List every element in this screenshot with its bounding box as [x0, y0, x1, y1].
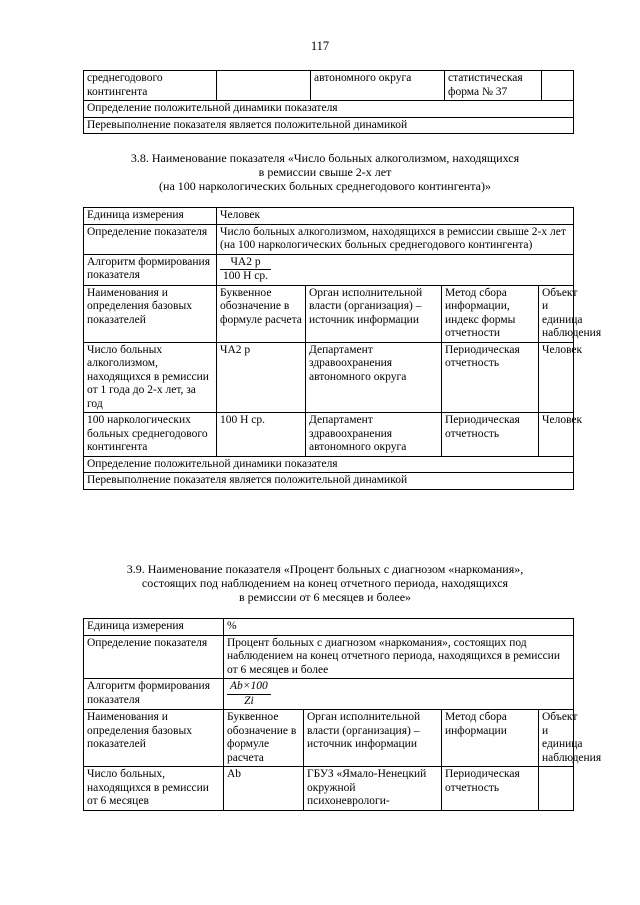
- heading-line: 3.9. Наименование показателя «Процент больных с диагнозом «наркомания»,: [126, 562, 524, 576]
- table-cell: [539, 767, 574, 811]
- column-header: Буквенное обозначение в формуле расчета: [224, 710, 304, 767]
- section-38-heading: [80, 151, 570, 193]
- unit-label: Единица измерения: [84, 619, 224, 636]
- table-row: [84, 224, 574, 254]
- column-header: Наименования и определения базовых показателей: [84, 710, 224, 767]
- table-cell: статистическая форма № 37: [445, 71, 542, 101]
- table-row: [84, 635, 574, 679]
- table-cell: Человек: [539, 413, 574, 457]
- algorithm-label: Алгоритм формирования показателя: [84, 254, 217, 285]
- table-cell: ГБУЗ «Ямало-Ненецкий окружной психоневрологи-: [304, 767, 442, 811]
- positive-def-label: Определение положительной динамики показателя: [84, 101, 574, 118]
- heading-line: состоящих под наблюдением на конец отчетного периода, находящихся: [141, 576, 509, 590]
- formula-fraction: [220, 256, 271, 284]
- definition-value: Число больных алкоголизмом, находящихся в ремиссии свыше 2-х лет (на 100 наркологических больных среднегодового контингента): [217, 224, 574, 254]
- table-row: [84, 456, 574, 473]
- table-cell: 100 Н ср.: [217, 413, 306, 457]
- table-cell: Периодическая отчетность: [442, 342, 539, 413]
- table-cell: Человек: [539, 342, 574, 413]
- definition-label: Определение показателя: [84, 224, 217, 254]
- table-row: [84, 342, 574, 413]
- page-number: 117: [310, 39, 330, 53]
- heading-line: 3.8. Наименование показателя «Число больных алкоголизмом, находящихся: [130, 151, 520, 165]
- positive-def-text: Перевыполнение показателя является положительной динамикой: [84, 473, 574, 490]
- table-row: [84, 413, 574, 457]
- formula-denominator: Zi: [244, 694, 254, 707]
- algorithm-label: Алгоритм формирования показателя: [84, 679, 224, 710]
- section-38-table: [83, 207, 602, 490]
- table-cell: автономного округа: [311, 71, 445, 101]
- table-header-row: [84, 285, 574, 342]
- algorithm-formula: [217, 254, 574, 285]
- table-cell: Периодическая отчетность: [442, 413, 539, 457]
- positive-def-text: Перевыполнение показателя является положительной динамикой: [84, 117, 574, 134]
- heading-line: в ремиссии от 6 месяцев и более»: [238, 590, 412, 604]
- column-header: Орган исполнительной власти (организация) – источник информации: [306, 285, 442, 342]
- column-header: Метод сбора информации: [442, 710, 539, 767]
- column-header: Объект и единица наблюдения: [539, 710, 574, 767]
- table-cell: Периодическая отчетность: [442, 767, 539, 811]
- algorithm-formula: [224, 679, 574, 710]
- formula-denominator: 100 Н ср.: [223, 270, 269, 282]
- formula-numerator: ЧА2 р: [220, 256, 271, 271]
- positive-def-label: Определение положительной динамики показателя: [84, 456, 574, 473]
- section-39-table: [83, 618, 602, 811]
- table-row: [84, 101, 574, 118]
- table-cell: Департамент здравоохранения автономного округа: [306, 342, 442, 413]
- table-header-row: [84, 710, 574, 767]
- table-cell: 100 наркологических больных среднегодового контингента: [84, 413, 217, 457]
- column-header: Буквенное обозначение в формуле расчета: [217, 285, 306, 342]
- table-cell: Число больных алкоголизмом, находящихся в ремиссии от 1 года до 2-х лет, за год: [84, 342, 217, 413]
- table-row: [84, 679, 574, 710]
- table-row: [84, 767, 574, 811]
- definition-value: Процент больных с диагнозом «наркомания», состоящих под наблюдением на конец отчетного периода, находящихся в ремиссии от 6 месяцев и более: [224, 635, 574, 679]
- column-header: Орган исполнительной власти (организация) – источник информации: [304, 710, 442, 767]
- table-cell: Ab: [224, 767, 304, 811]
- formula-fraction: [227, 680, 271, 708]
- table-row: [84, 117, 574, 134]
- definition-label: Определение показателя: [84, 635, 224, 679]
- table-row: [84, 254, 574, 285]
- unit-label: Единица измерения: [84, 208, 217, 225]
- table-cell: [217, 71, 311, 101]
- table-row: [84, 473, 574, 490]
- table-row: [84, 208, 574, 225]
- table-cell: среднегодового контингента: [84, 71, 217, 101]
- column-header: Объект и единица наблюдения: [539, 285, 574, 342]
- top-table: [83, 70, 574, 134]
- table-cell: Число больных, находящихся в ремиссии от 6 месяцев: [84, 767, 224, 811]
- table-cell: ЧА2 р: [217, 342, 306, 413]
- table-row: [84, 71, 574, 101]
- unit-value: %: [224, 619, 574, 636]
- table-row: [84, 619, 574, 636]
- heading-line: (на 100 наркологических больных среднегодового контингента)»: [159, 179, 491, 193]
- heading-line: в ремиссии свыше 2-х лет: [258, 165, 392, 179]
- column-header: Метод сбора информации, индекс формы отчетности: [442, 285, 539, 342]
- column-header: Наименования и определения базовых показателей: [84, 285, 217, 342]
- unit-value: Человек: [217, 208, 574, 225]
- table-cell: [542, 71, 574, 101]
- table-cell: Департамент здравоохранения автономного округа: [306, 413, 442, 457]
- formula-numerator: Ab×100: [227, 680, 271, 695]
- section-39-heading: [80, 562, 570, 604]
